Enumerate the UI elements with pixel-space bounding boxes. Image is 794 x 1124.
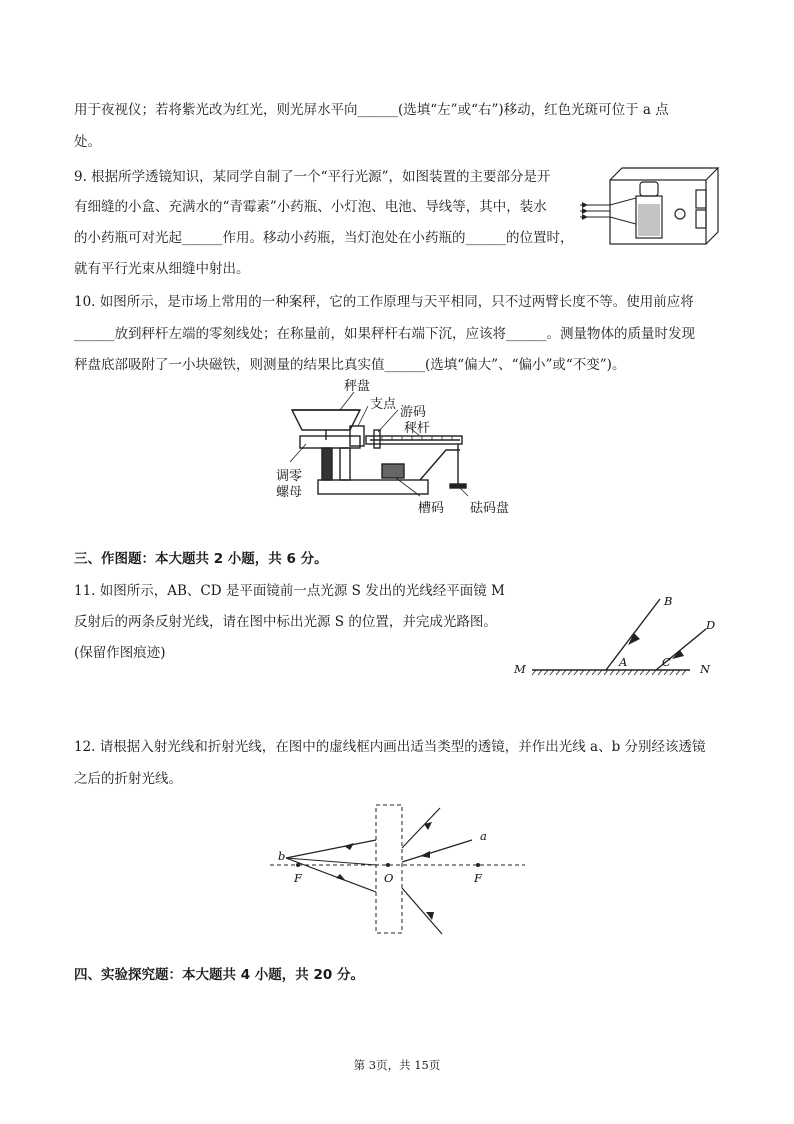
label-slot-weight: 槽码 [418, 501, 445, 516]
q8-continuation-line1: 用于夜视仪；若将紫光改为红光，则光屏水平向______(选填“左”或“右”)移动，红色光斑可位于 a 点 [74, 102, 669, 118]
label-b: b [278, 849, 286, 863]
label-a: a [480, 829, 487, 843]
q10-scale-figure [270, 378, 530, 520]
label-B: B [664, 594, 673, 608]
q10-line3: 秤盘底部吸附了一小块磁铁，则测量的结果比真实值______(选填“偏大”、“偏小”或“不变”)。 [74, 357, 626, 373]
page-footer: 第 3页，共 15页 [353, 1058, 441, 1072]
q11-line2: 反射后的两条反射光线，请在图中标出光源 S 的位置，并完成光路图。 [74, 614, 497, 630]
q9-line2: 有细缝的小盒、充满水的“青霉素”小药瓶、小灯泡、电池、导线等，其中，装水 [74, 199, 547, 215]
q12-line2: 之后的折射光线。 [74, 771, 182, 787]
label-beam: 秤杆 [404, 421, 431, 436]
label-rider: 游码 [400, 405, 427, 420]
label-C: C [662, 655, 671, 669]
label-A: A [619, 655, 628, 669]
q10-line1: 10. 如图所示，是市场上常用的一种案秤，它的工作原理与天平相同，只不过两臂长度不等。使用前应将 [74, 294, 694, 310]
q9-line3: 的小药瓶可对光起______作用。移动小药瓶，当灯泡处在小药瓶的______的位置时， [74, 230, 574, 246]
label-F-right: F [474, 871, 482, 885]
q12-line1: 12. 请根据入射光线和折射光线，在图中的虚线框内画出适当类型的透镜，并作出光线 a、b 分别经该透镜 [74, 739, 706, 755]
section-3-heading: 三、作图题：本大题共 2 小题，共 6 分。 [74, 551, 328, 567]
q9-line4: 就有平行光束从细缝中射出。 [74, 261, 250, 277]
label-pan: 秤盘 [344, 379, 371, 394]
q12-lens-figure [270, 800, 530, 940]
q11-line3: (保留作图痕迹) [74, 645, 166, 661]
q9-light-box-figure [580, 160, 720, 250]
label-pivot: 支点 [370, 397, 397, 412]
q11-line1: 11. 如图所示，AB、CD 是平面镜前一点光源 S 发出的光线经平面镜 M [74, 583, 505, 599]
label-O: O [384, 871, 394, 885]
label-N: N [700, 662, 711, 676]
q10-line2: ______放到秤杆左端的零刻线处；在称量前，如果秤杆右端下沉，应该将______。测量物体的质量时发现 [74, 326, 695, 342]
label-M: M [514, 662, 526, 676]
label-zero-screw-2: 螺母 [276, 485, 303, 500]
label-F-left: F [294, 871, 302, 885]
label-weight-pan: 砝码盘 [470, 501, 510, 516]
section-4-heading: 四、实验探究题：本大题共 4 小题，共 20 分。 [74, 967, 364, 983]
label-zero-screw-1: 调零 [276, 469, 303, 484]
label-D: D [706, 618, 716, 632]
q9-line1: 9. 根据所学透镜知识，某同学自制了一个“平行光源”，如图装置的主要部分是开 [74, 169, 551, 185]
q11-mirror-figure [510, 585, 720, 685]
q8-continuation-line2: 处。 [74, 134, 101, 150]
